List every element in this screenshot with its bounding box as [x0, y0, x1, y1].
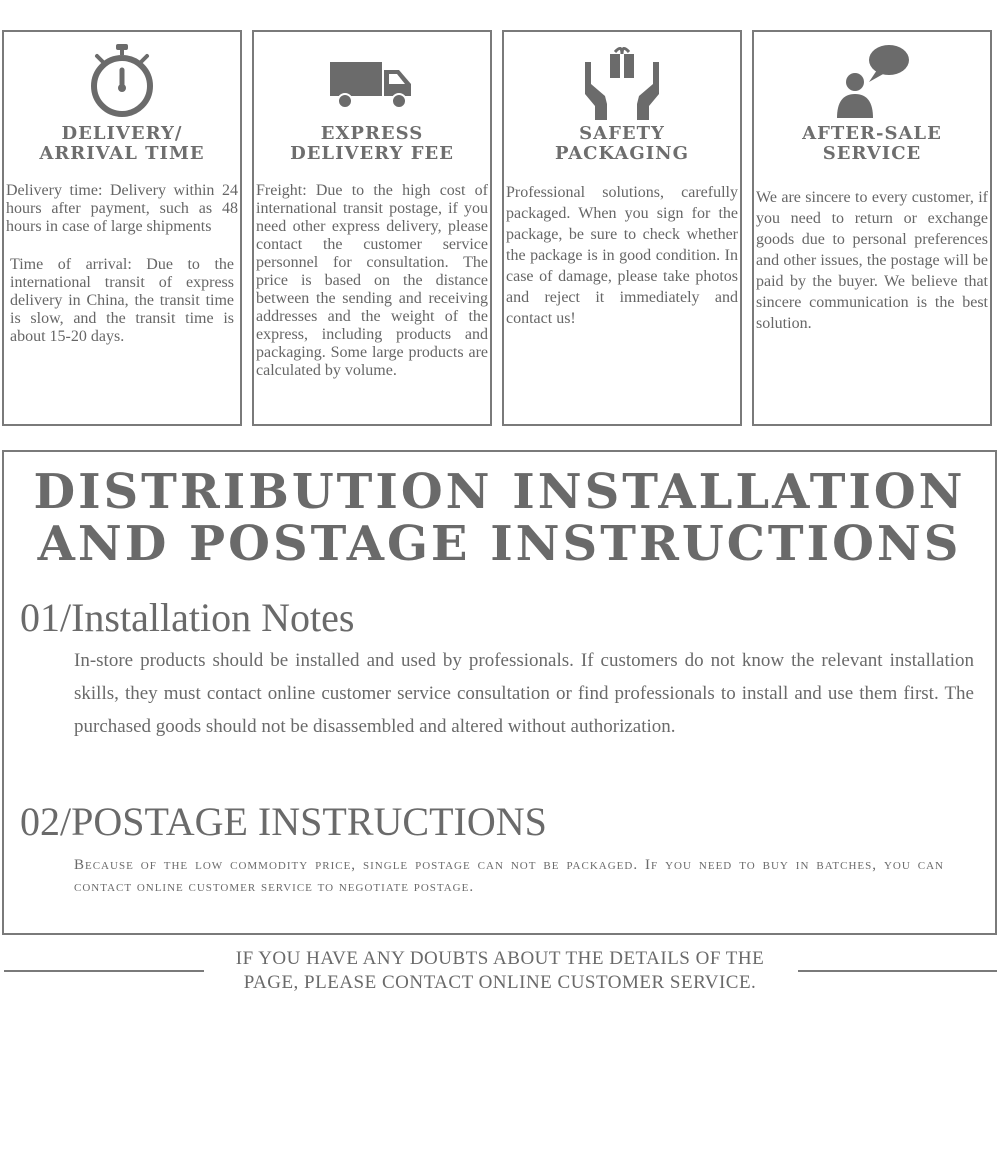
card-paragraph: Professional solutions, carefully packaged. When you sign for the package, be sure to check whether the package is in good condition. In case of damage, please take photos and reject it immediately and contact us!: [506, 184, 738, 327]
stopwatch-icon: [77, 42, 167, 122]
card-body: [756, 187, 988, 354]
footer-divider-left: [4, 970, 204, 972]
express-fee-card: [252, 30, 492, 426]
card-title: [254, 124, 490, 164]
card-title-line: SAFETY: [579, 123, 665, 144]
truck-icon: [327, 42, 417, 122]
card-title-line: ARRIVAL TIME: [39, 143, 205, 164]
card-paragraph: Time of arrival: Due to the international transit of express delivery in China, the transit time is slow, and the transit time is about 15-20 days.: [10, 256, 234, 345]
card-body: [256, 182, 488, 400]
footer-line: IF YOU HAVE ANY DOUBTS ABOUT THE DETAILS OF THE: [235, 948, 765, 969]
panel-title: [4, 466, 995, 570]
card-title: [754, 124, 990, 164]
installation-notes-heading: 01/Installation Notes: [20, 595, 355, 640]
installation-notes-text: In-store products should be installed and used by professionals. If customers do not know the relevant installation skills, they must contact online customer service consultation or find professionals to install and use them first. The purchased goods should not be disassembled and altered without authorization.: [74, 650, 974, 737]
card-body: [506, 182, 738, 349]
card-title-line: PACKAGING: [554, 143, 689, 164]
card-title-line: DELIVERY FEE: [290, 143, 454, 164]
safety-packaging-card: [502, 30, 742, 426]
hands-package-icon: [577, 42, 667, 122]
card-title: [4, 124, 240, 164]
card-title-line: EXPRESS: [320, 123, 424, 144]
card-title-line: SERVICE: [822, 143, 922, 164]
card-paragraph: Freight: Due to the high cost of international transit postage, if you need other express delivery, please contact the customer service personnel for consultation. The price is based on the distance between the sending and receiving addresses and the weight of the express, including products and packaging. Some large products are calculated by volume.: [256, 182, 488, 379]
delivery-card: [2, 30, 242, 426]
panel-title-line: DISTRIBUTION INSTALLATION: [33, 464, 966, 520]
footer-contact-note: [205, 947, 795, 995]
footer-line: PAGE, PLEASE CONTACT ONLINE CUSTOMER SERVICE.: [243, 972, 757, 993]
card-title: [504, 124, 740, 164]
postage-instructions-heading: 02/POSTAGE INSTRUCTIONS: [20, 799, 547, 844]
card-title-line: AFTER-SALE: [802, 123, 942, 144]
instructions-panel: [2, 450, 997, 935]
card-body: [6, 182, 238, 366]
postage-instructions-text: Because of the low commodity price, single postage can not be packaged. If you need to buy in batches, you can contact online customer service to negotiate postage.: [74, 857, 944, 895]
card-paragraph: Delivery time: Delivery within 24 hours after payment, such as 48 hours in case of large shipments: [6, 182, 238, 235]
card-title-line: DELIVERY/: [61, 123, 183, 144]
after-sale-card: [752, 30, 992, 426]
card-paragraph: We are sincere to every customer, if you need to return or exchange goods due to personal preferences and other issues, the postage will be paid by the buyer. We believe that sincere communication is the best solution.: [756, 189, 988, 332]
person-speech-icon: [827, 42, 917, 122]
panel-title-line: AND POSTAGE INSTRUCTIONS: [37, 516, 962, 572]
footer-divider-right: [798, 970, 997, 972]
